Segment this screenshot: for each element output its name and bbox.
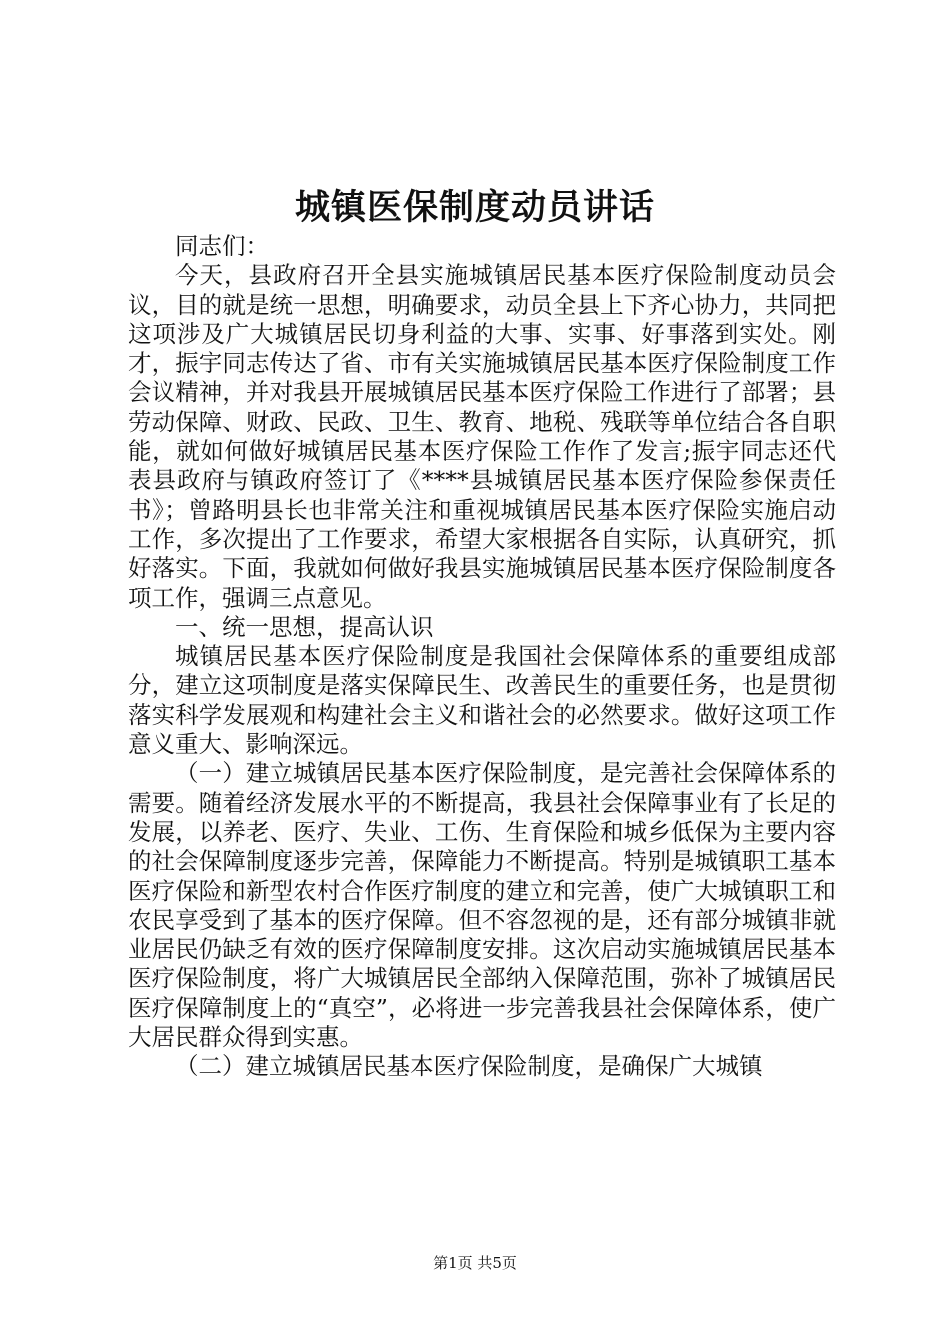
page-footer: 第1页 共5页 — [433, 1254, 517, 1272]
body-paragraph-intro: 今天，县政府召开全县实施城镇居民基本医疗保险制度动员会议，目的就是统一思想，明确要求，动员全县上下齐心协力，共同把这项涉及广大城镇居民切身利益的大事、实事、好事落到实处。刚才，振宇同志传达了省、市有关实施城镇居民基本医疗保险制度工作会议精神，并对我县开展城镇居民基本医疗保险工作进行了部署；县劳动保障、财政、民政、卫生、教育、地税、残联等单位结合各自职能，就如何做好城镇居民基本医疗保险工作作了发言;振宇同志还代表县政府与镇政府签订了《****县城镇居民基本医疗保险参保责任书》；曾路明县长也非常关注和重视城镇居民基本医疗保险实施启动工作，多次提出了工作要求，希望大家根据各自实际，认真研究，抓好落实。下面，我就如何做好我县实施城镇居民基本医疗保险制度各项工作，强调三点意见。 — [128, 261, 836, 612]
body-paragraph-point-1: （一）建立城镇居民基本医疗保险制度，是完善社会保障体系的需要。随着经济发展水平的不断提高，我县社会保障事业有了长足的发展，以养老、医疗、失业、工伤、生育保险和城乡低保为主要内容的社会保障制度逐步完善，保障能力不断提高。特别是城镇职工基本医疗保险和新型农村合作医疗制度的建立和完善，使广大城镇职工和农民享受到了基本的医疗保障。但不容忽视的是，还有部分城镇非就业居民仍缺乏有效的医疗保障制度安排。这次启动实施城镇居民基本医疗保险制度，将广大城镇居民全部纳入保障范围，弥补了城镇居民医疗保障制度上的“真空”，必将进一步完善我县社会保障体系，使广大居民群众得到实惠。 — [128, 759, 836, 1052]
body-paragraph-point-2: （二）建立城镇居民基本医疗保险制度，是确保广大城镇 — [175, 1052, 763, 1081]
document-body — [128, 232, 836, 1082]
salutation: 同志们： — [175, 232, 269, 260]
section-heading-1: 一、统一思想，提高认识 — [175, 612, 434, 641]
body-paragraph-significance: 城镇居民基本医疗保险制度是我国社会保障体系的重要组成部分，建立这项制度是落实保障民生、改善民生的重要任务，也是贯彻落实科学发展观和构建社会主义和谐社会的必然要求。做好这项工作意义重大、影响深远。 — [128, 642, 836, 759]
document-title: 城镇医保制度动员讲话 — [294, 187, 655, 228]
